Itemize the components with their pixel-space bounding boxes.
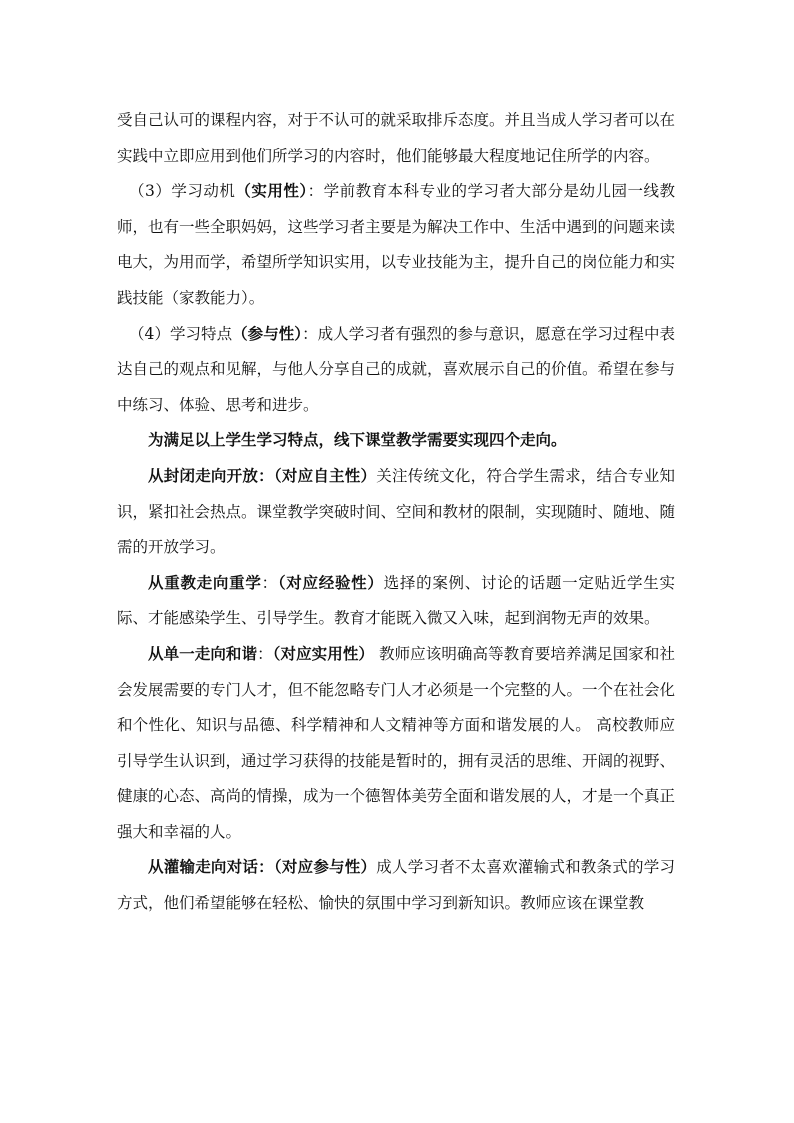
paragraph-text: ：成人学习者有强烈的参与意识，愿意在学习过程中表达自己的观点和见解，与他人分享自己的成就，喜欢展示自己的价值。希望在参与中练习、体验、思考和进步。 xyxy=(117,324,676,414)
paragraph-bold-label-secondary: （对应实用性） xyxy=(272,644,374,663)
paragraph-bold-label: 从封闭走向开放：（对应自主性） xyxy=(148,466,377,485)
paragraph-bold-label: （实用性） xyxy=(235,182,308,201)
paragraph-text: 教师应该明确高等教育要培养满足国家和社会发展需要的专门人才，但不能忽略专门人才必须是一个完整的人。一个在社会化和个性化、知识与品德、科学精神和人文精神等方面和谐发展的人。 高校教师应引导学生认识到，通过学习获得的技能是暂时的，拥有灵活的思维、开阔的视野、健康的心态、高尚的情操，成为一个德智体美劳全面和谐发展的人，才是一个真正强大和幸福的人。 xyxy=(117,644,676,841)
paragraph-four-directions-heading xyxy=(117,423,675,459)
paragraph-bold-heading: 为满足以上学生学习特点，线下课堂教学需要实现四个走向。 xyxy=(148,431,567,450)
paragraph-separator: ： xyxy=(257,644,273,663)
paragraph-bold-label: 从单一走向和谐 xyxy=(148,644,258,663)
paragraph-teaching-to-learning xyxy=(117,566,675,637)
paragraph-closed-to-open xyxy=(117,459,675,566)
paragraph-bold-label: 从重教走向重学 xyxy=(148,573,262,592)
paragraph-bold-label: （参与性） xyxy=(232,324,303,343)
paragraph-text: 选择的案例、讨论的话题一定贴近学生实际、才能感染学生、引导学生。教育才能既入微又入味，起到润物无声的效果。 xyxy=(117,573,675,628)
paragraph-single-to-harmony xyxy=(117,637,675,851)
paragraph-prefix: （3）学习动机 xyxy=(129,182,236,201)
paragraph-text: 成人学习者不太喜欢灌输式和教条式的学习方式，他们希望能够在轻松、愉快的氛围中学习到新知识。教师应该在课堂教 xyxy=(117,858,675,913)
document-body xyxy=(117,103,675,922)
paragraph-text: 关注传统文化，符合学生需求，结合专业知识，紧扣社会热点。课堂教学突破时间、空间和教材的限制，实现随时、随地、随需的开放学习。 xyxy=(117,466,676,557)
paragraph-1 xyxy=(117,103,675,174)
paragraph-bold-label-secondary: （对应经验性） xyxy=(277,573,384,592)
paragraph-separator: ： xyxy=(261,573,278,592)
paragraph-learning-motivation xyxy=(117,174,675,316)
paragraph-prefix: （4）学习特点 xyxy=(129,324,233,343)
paragraph-learning-features xyxy=(117,317,675,424)
paragraph-text: 受自己认可的课程内容，对于不认可的就采取排斥态度。并且当成人学习者可以在实践中立即应用到他们所学习的内容时，他们能够最大程度地记住所学的内容。 xyxy=(117,111,676,165)
paragraph-bold-label: 从灌输走向对话：（对应参与性） xyxy=(148,858,377,877)
paragraph-indoctrination-to-dialogue xyxy=(117,850,675,921)
paragraph-text: ：学前教育本科专业的学习者大部分是幼儿园一线教师，也有一些全职妈妈，这些学习者主要是为解决工作中、生活中遇到的问题来读电大，为用而学，希望所学知识实用，以专业技能为主，提升自己的岗位能力和实践技能（家教能力）。 xyxy=(117,182,676,307)
